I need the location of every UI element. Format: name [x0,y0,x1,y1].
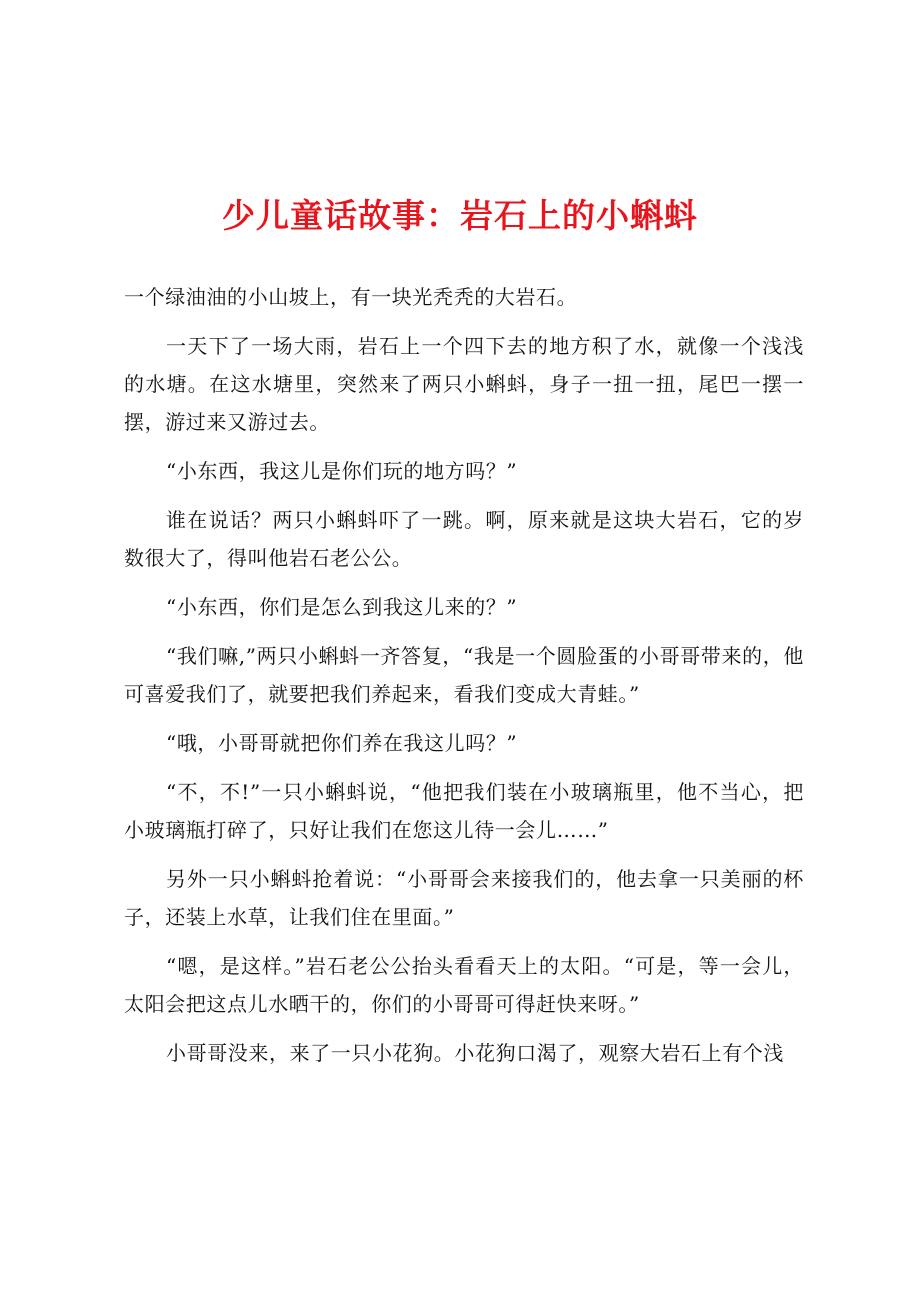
paragraph: 一个绿油油的小山坡上，有一块光秃秃的大岩石。 [124,285,578,309]
paragraph: “小东西，我这儿是你们玩的地方吗？” [166,459,518,483]
document-title: 少儿童话故事：岩石上的小蝌蚪 [222,196,698,235]
paragraph: “小东西，你们是怎么到我这儿来的？” [166,595,518,619]
paragraph: “不，不!”一只小蝌蚪说，“他把我们装在小玻璃瓶里，他不当心，把小玻璃瓶打碎了，只好让我们在您这儿待一会儿……” [124,780,804,842]
paragraph: 另外一只小蝌蚪抢着说：“小哥哥会来接我们的，他去拿一只美丽的杯子，还装上水草，让我们住在里面。” [124,867,804,929]
paragraph: “我们嘛,”两只小蝌蚪一齐答复，“我是一个圆脸蛋的小哥哥带来的，他可喜爱我们了，就要把我们养起来，看我们变成大青蛙。” [124,644,804,706]
document-body [124,278,804,1083]
paragraph: “嗯，是这样。”岩石老公公抬头看看天上的太阳。“可是，等一会儿，太阳会把这点儿水晒干的，你们的小哥哥可得赶快来呀。” [124,954,804,1016]
paragraph: 小哥哥没来，来了一只小花狗。小花狗口渴了，观察大岩石上有个浅 [166,1041,784,1065]
paragraph: “哦，小哥哥就把你们养在我这儿吗？” [166,731,518,755]
paragraph: 谁在说话？两只小蝌蚪吓了一跳。啊，原来就是这块大岩石，它的岁数很大了，得叫他岩石老公公。 [124,508,804,570]
paragraph: 一天下了一场大雨，岩石上一个四下去的地方积了水，就像一个浅浅的水塘。在这水塘里，突然来了两只小蝌蚪，身子一扭一扭，尾巴一摆一摆，游过来又游过去。 [124,334,804,434]
